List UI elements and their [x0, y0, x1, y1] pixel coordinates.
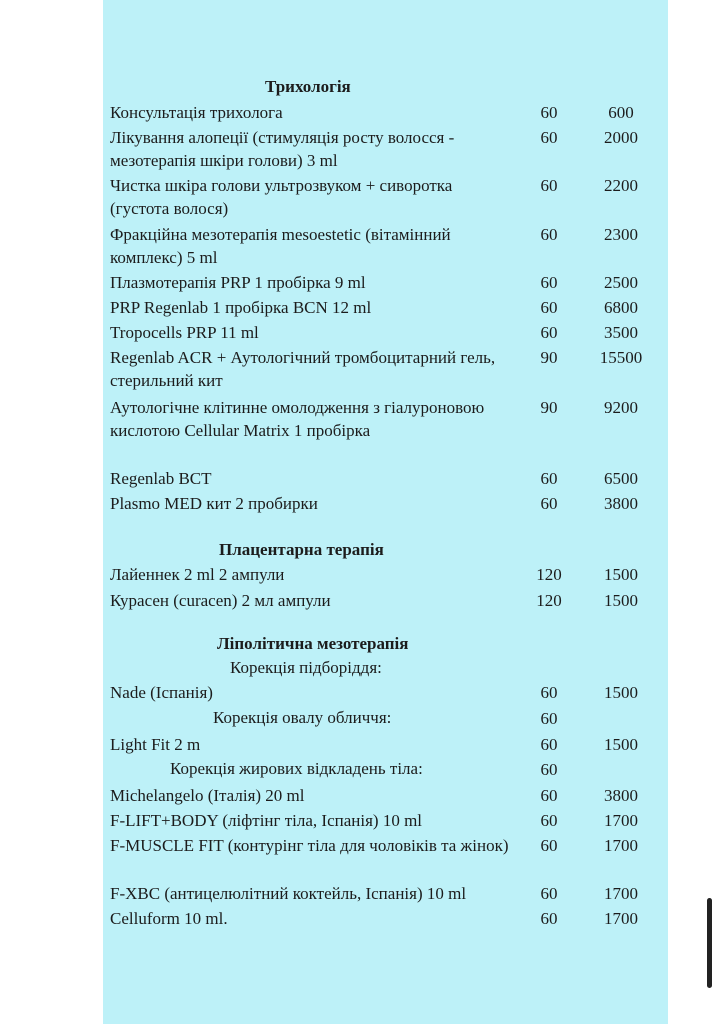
service-name: Чистка шкіра голови ультрозвуком + сиворотка (густота волося)	[110, 176, 453, 218]
service-duration: 60	[540, 735, 558, 754]
service-duration: 60	[540, 909, 558, 928]
service-name: Плазмотерапія PRP 1 пробірка 9 ml	[110, 273, 366, 292]
service-duration: 60	[540, 128, 558, 147]
service-price: 15500	[599, 348, 643, 367]
service-duration: 120	[536, 591, 562, 610]
service-price: 3800	[604, 494, 638, 513]
service-name: Regenlab BCT	[110, 469, 212, 488]
subsection-label-oval: Корекція овалу обличчя:	[213, 708, 392, 727]
subsection-label-chin: Корекція підборіддя:	[230, 658, 382, 677]
service-name: Celluform 10 ml.	[110, 909, 228, 928]
service-duration: 60	[540, 323, 558, 342]
service-name: Regenlab ACR + Аутологічний тромбоцитарний гель, стерильний кит	[110, 348, 496, 390]
service-name: Plasmo MED кит 2 пробирки	[110, 494, 318, 513]
service-duration: 90	[540, 348, 558, 367]
service-duration: 60	[540, 494, 558, 513]
subsection-duration: 60	[540, 760, 558, 779]
service-name: Курасен (curacen) 2 мл ампули	[110, 591, 331, 610]
service-duration: 60	[540, 225, 558, 244]
service-price: 3500	[604, 323, 638, 342]
service-price: 2000	[604, 128, 638, 147]
service-name: Лікування алопеції (стимуляція росту волосся - мезотерапія шкіри голови) 3 ml	[110, 128, 455, 170]
service-duration: 60	[540, 786, 558, 805]
service-name: PRP Regenlab 1 пробірка BCN 12 ml	[110, 298, 372, 317]
service-price: 2500	[604, 273, 638, 292]
section-heading-lipolytic: Ліполітична мезотерапія	[217, 634, 409, 653]
subsection-label-body: Корекція жирових відкладень тіла:	[170, 759, 423, 778]
service-duration: 60	[540, 683, 558, 702]
service-name: Nade (Іспанія)	[110, 683, 213, 702]
section-heading-trichology: Трихологія	[265, 77, 351, 96]
service-duration: 60	[540, 884, 558, 903]
service-price: 1700	[604, 836, 638, 855]
service-name: F-LIFT+BODY (ліфтінг тіла, Іспанія) 10 ml	[110, 811, 423, 830]
service-duration: 60	[540, 103, 558, 122]
service-price: 1700	[604, 811, 638, 830]
service-price: 2300	[604, 225, 638, 244]
service-price: 6800	[604, 298, 638, 317]
subsection-duration: 60	[540, 709, 558, 728]
service-name: Лайеннек 2 ml 2 ампули	[110, 565, 285, 584]
service-name: Консультація трихолога	[110, 103, 283, 122]
service-price: 600	[608, 103, 634, 122]
service-duration: 60	[540, 298, 558, 317]
service-price: 1700	[604, 884, 638, 903]
service-duration: 60	[540, 836, 558, 855]
service-name: Light Fit 2 m	[110, 735, 201, 754]
service-price: 6500	[604, 469, 638, 488]
section-heading-placenta: Плацентарна терапія	[219, 540, 384, 559]
service-price: 2200	[604, 176, 638, 195]
service-name: F-MUSCLE FIT (контурінг тіла для чоловіків та жінок)	[110, 836, 509, 855]
service-duration: 120	[536, 565, 562, 584]
service-name: Michelangelo (Італія) 20 ml	[110, 786, 305, 805]
service-duration: 60	[540, 176, 558, 195]
service-duration: 60	[540, 811, 558, 830]
service-name: Аутологічне клітинне омолодження з гіалуроновою кислотою Cellular Matrix 1 пробірка	[110, 398, 485, 440]
service-price: 1500	[604, 565, 638, 584]
service-price: 1500	[604, 735, 638, 754]
service-duration: 60	[540, 273, 558, 292]
service-name: Tropocells PRP 11 ml	[110, 323, 259, 342]
service-price: 3800	[604, 786, 638, 805]
service-price: 9200	[604, 398, 638, 417]
service-price: 1700	[604, 909, 638, 928]
service-name: F-XBC (антицелюлітний коктейль, Іспанія) 10 ml	[110, 884, 467, 903]
service-price: 1500	[604, 683, 638, 702]
service-duration: 60	[540, 469, 558, 488]
service-name: Фракційна мезотерапія mesoestetic (вітамінний комплекс) 5 ml	[110, 225, 451, 267]
service-price: 1500	[604, 591, 638, 610]
service-duration: 90	[540, 398, 558, 417]
